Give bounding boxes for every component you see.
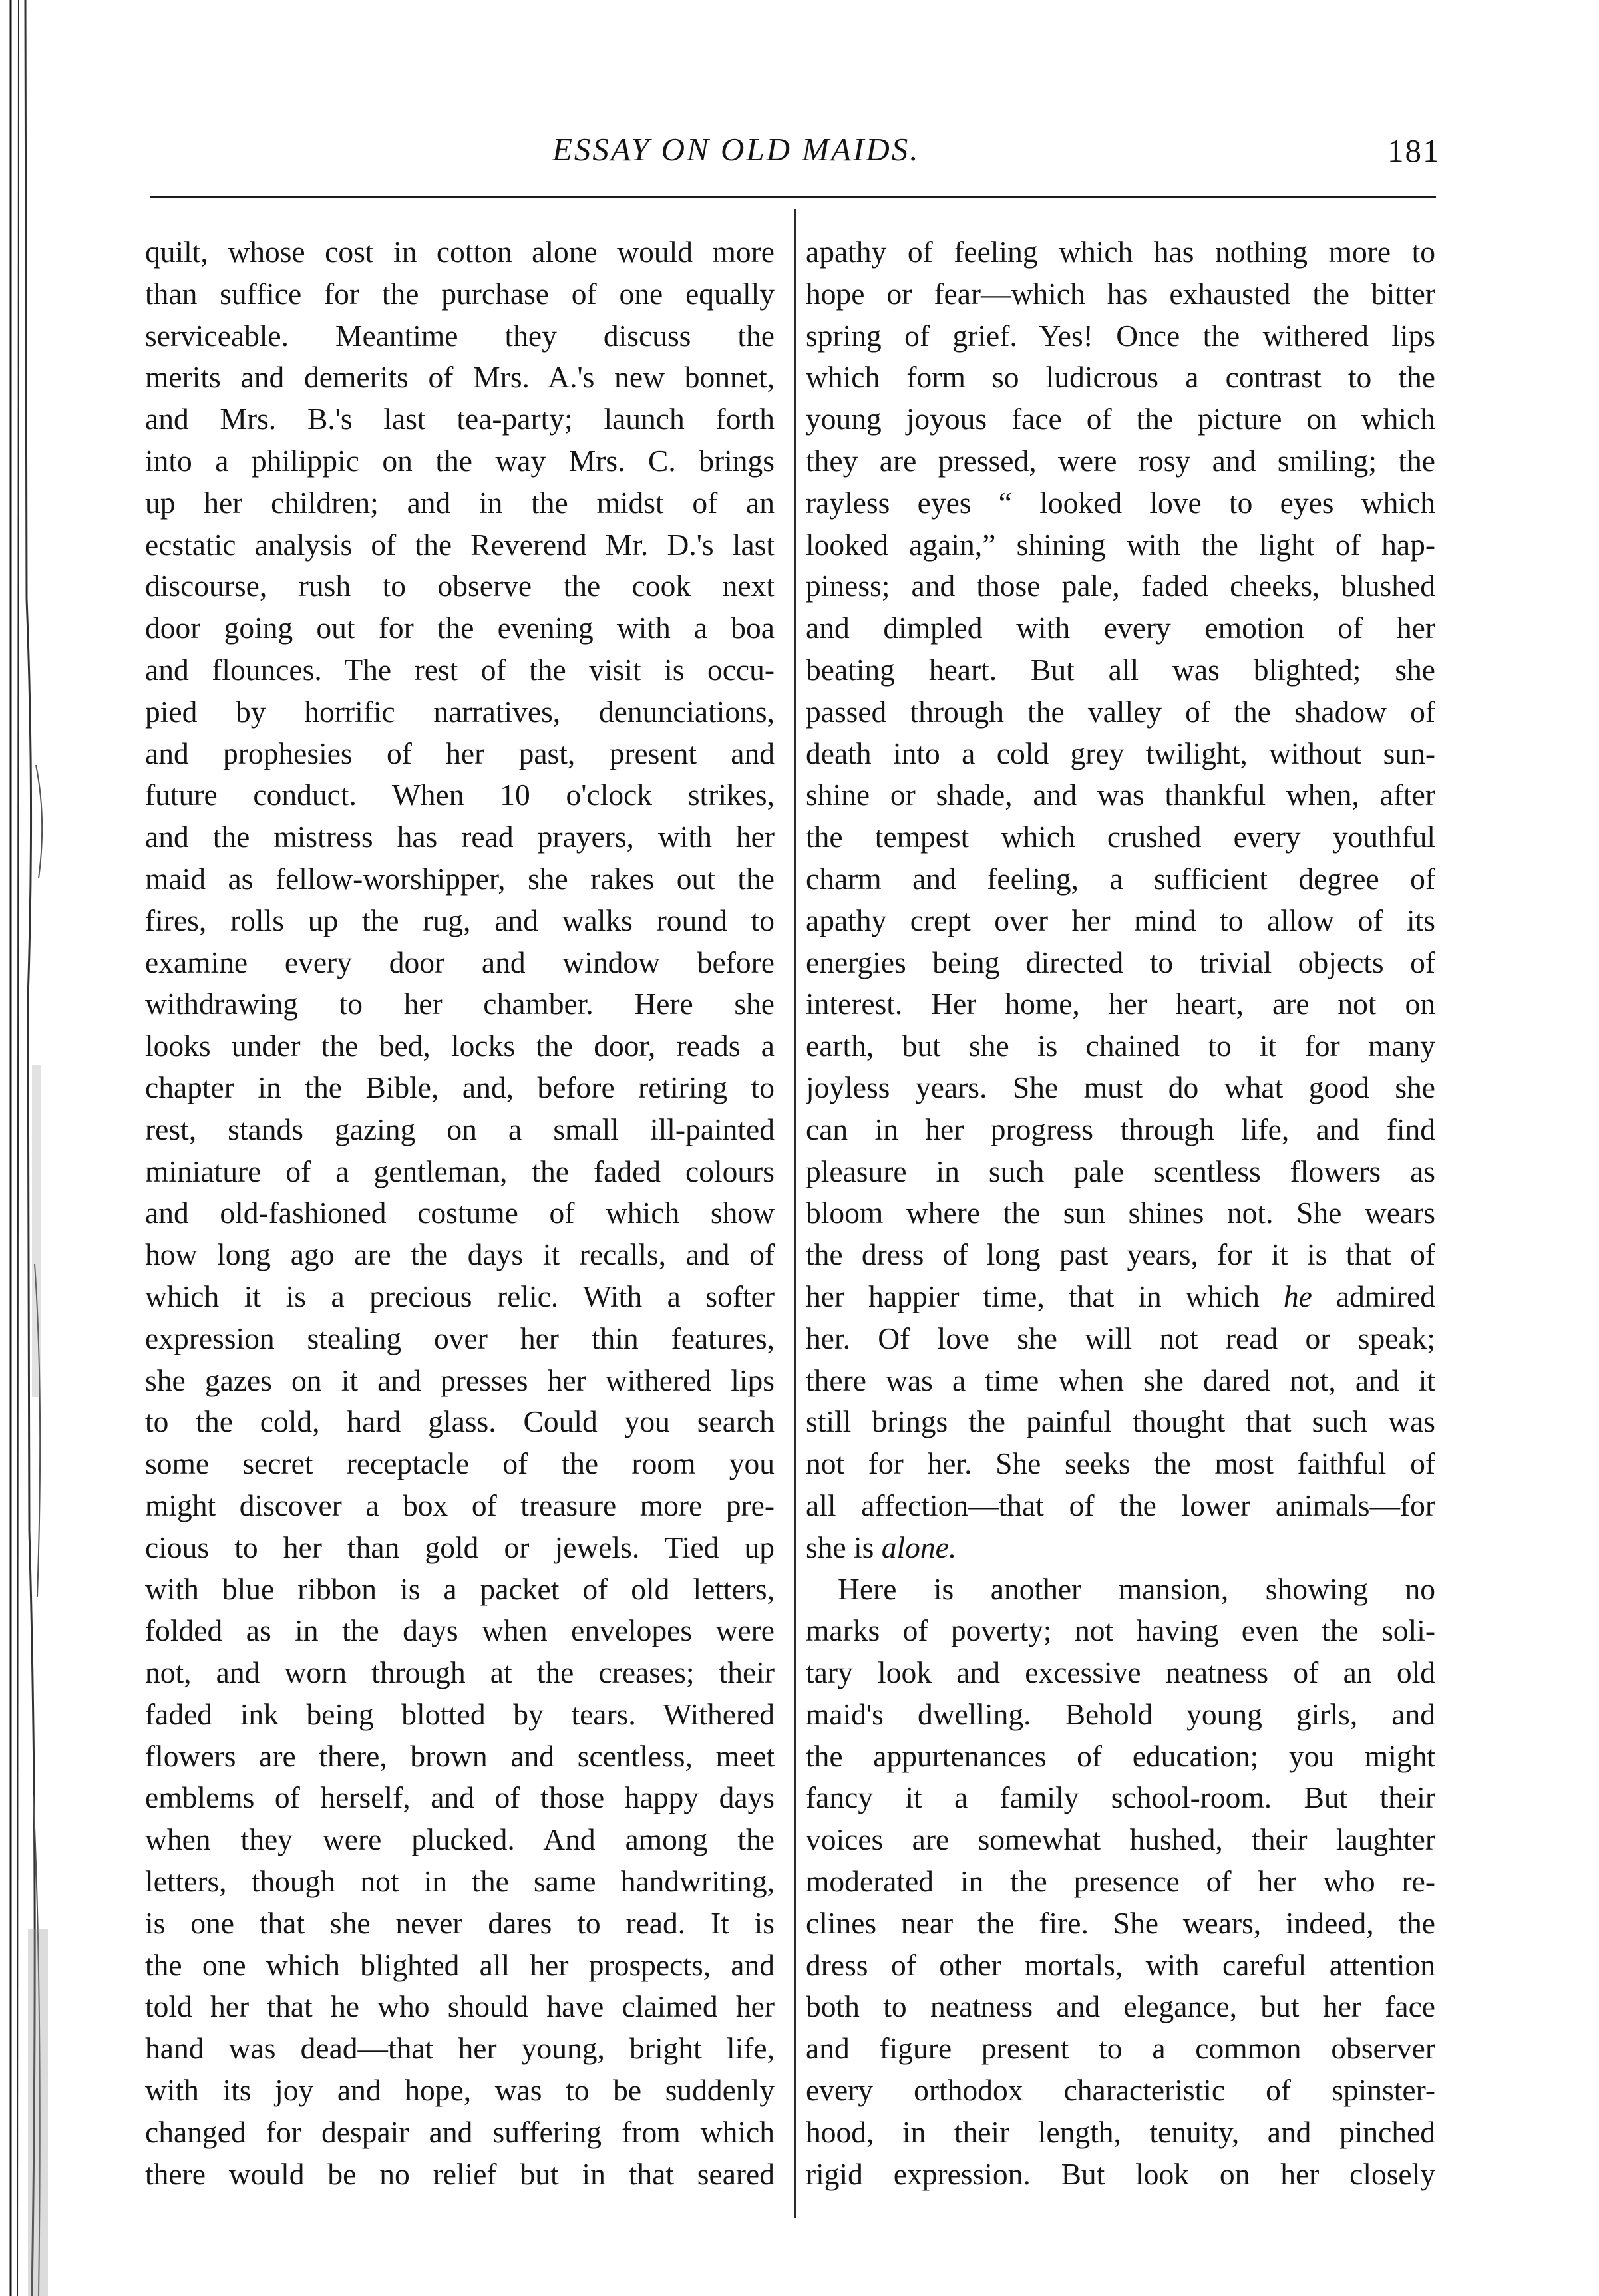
text-line [145, 900, 775, 942]
text-line [145, 1610, 775, 1652]
text-line-content: ecstatic analysis of the Reverend Mr. D.'s last [145, 527, 775, 562]
text-line [145, 649, 775, 691]
text-line-content: might discover a box of treasure more pre- [145, 1488, 775, 1522]
text-line [806, 357, 1435, 399]
text-line-content: spring of grief. Yes! Once the withered lips [806, 318, 1435, 353]
text-line-content: discourse, rush to observe the cook next [145, 569, 775, 603]
text-line-content: maid's dwelling. Behold young girls, and [806, 1697, 1435, 1731]
text-line [145, 315, 775, 357]
text-line-content: faded ink being blotted by tears. Withered [145, 1697, 775, 1731]
text-line [145, 1861, 775, 1903]
text-line-content: interest. Her home, her heart, are not on [806, 987, 1435, 1021]
text-line [145, 1025, 775, 1067]
text-line [145, 1276, 775, 1318]
text-line-content: still brings the painful thought that such was [806, 1404, 1435, 1439]
page-number: 181 [1387, 132, 1441, 169]
right-text-column [806, 232, 1435, 2221]
text-line-content: flowers are there, brown and scentless, meet [145, 1738, 775, 1773]
text-line-content: looked again,” shining with the light of hap- [806, 527, 1435, 562]
text-line [806, 1903, 1435, 1945]
text-line-content: death into a cold grey twilight, without sun- [806, 736, 1435, 770]
text-line-content: maid as fellow-worshipper, she rakes out the [145, 861, 775, 896]
italic-word: alone. [881, 1530, 957, 1564]
text-line-content: cious to her than gold or jewels. Tied up [145, 1530, 775, 1564]
text-line [145, 1652, 775, 1694]
header-rule [150, 196, 1436, 198]
text-line [806, 691, 1435, 733]
text-line [145, 232, 775, 273]
text-line [145, 1777, 775, 1819]
text-line [145, 2112, 775, 2154]
text-line [806, 1360, 1435, 1402]
italic-word: he [1283, 1279, 1312, 1313]
text-line-content: she is [806, 1530, 882, 1564]
text-line-content: withdrawing to her chamber. Here she [145, 987, 775, 1021]
text-line-content: hope or fear—which has exhausted the bitter [806, 276, 1435, 311]
text-line [806, 733, 1435, 775]
text-line [145, 357, 775, 399]
text-line [145, 1736, 775, 1778]
text-line-content: looks under the bed, locks the door, reads a [145, 1029, 775, 1063]
text-line-content: pleasure in such pale scentless flowers as [806, 1154, 1435, 1188]
text-line-content: folded as in the days when envelopes were [145, 1613, 775, 1648]
text-line [145, 2028, 775, 2070]
text-line [145, 607, 775, 649]
text-line [806, 607, 1435, 649]
text-line-content: and prophesies of her past, present and [145, 736, 775, 770]
text-line-content: voices are somewhat hushed, their laughter [806, 1822, 1435, 1857]
text-line [145, 691, 775, 733]
text-line-content: into a philippic on the way Mrs. C. brings [145, 443, 775, 478]
text-line-content: expression stealing over her thin features, [145, 1321, 775, 1355]
text-line-content: changed for despair and suffering from which [145, 2114, 775, 2149]
text-line [145, 524, 775, 566]
text-line-content: her happier time, that in which [806, 1279, 1260, 1313]
text-line [145, 440, 775, 482]
text-line-content: future conduct. When 10 o'clock strikes, [145, 778, 775, 812]
text-line [806, 774, 1435, 816]
text-line [145, 1151, 775, 1193]
text-line [806, 1736, 1435, 1778]
text-line-content: joyless years. She must do what good she [806, 1070, 1435, 1104]
text-line-content: emblems of herself, and of those happy days [145, 1780, 775, 1815]
text-line-content: apathy of feeling which has nothing more to [806, 235, 1435, 269]
text-line-content: and the mistress has read prayers, with her [145, 820, 775, 854]
text-line [806, 2028, 1435, 2070]
text-line-content: fires, rolls up the rug, and walks round to [145, 903, 775, 937]
text-line [806, 1443, 1435, 1485]
text-line-content: hood, in their length, tenuity, and pinched [806, 2114, 1435, 2149]
text-line-content: which form so ludicrous a contrast to the [806, 360, 1435, 395]
text-line [806, 983, 1435, 1025]
text-line-content: merits and demerits of Mrs. A.'s new bonnet, [145, 360, 775, 395]
text-line [806, 232, 1435, 273]
text-line [145, 1401, 775, 1443]
text-line-content: rigid expression. But look on her closely [806, 2156, 1435, 2191]
text-line-content: letters, though not in the same handwriting, [145, 1864, 775, 1899]
text-line [806, 1569, 1435, 1611]
text-line [806, 566, 1435, 607]
text-line [145, 2070, 775, 2112]
text-line [145, 774, 775, 816]
text-line [806, 1945, 1435, 1987]
text-line [806, 1861, 1435, 1903]
book-binding-edge [5, 0, 53, 2296]
text-line-content: how long ago are the days it recalls, and of [145, 1237, 775, 1272]
text-line [145, 1945, 775, 1987]
text-line [806, 858, 1435, 900]
text-line-content: bloom where the sun shines not. She wears [806, 1196, 1435, 1230]
text-line-content: the one which blighted all her prospects, and [145, 1947, 775, 1982]
text-line [806, 2154, 1435, 2196]
text-line-content: and figure present to a common observer [806, 2031, 1435, 2066]
text-line [145, 399, 775, 440]
text-line [806, 1819, 1435, 1861]
text-line-content: with blue ribbon is a packet of old letters, [145, 1571, 775, 1606]
text-line-content: earth, but she is chained to it for many [806, 1029, 1435, 1063]
text-line-content: quilt, whose cost in cotton alone would more [145, 235, 775, 269]
text-line [806, 2070, 1435, 2112]
text-line-content: passed through the valley of the shadow of [806, 694, 1435, 729]
text-line [145, 816, 775, 858]
text-line [806, 1527, 1435, 1569]
text-line-content: they are pressed, were rosy and smiling; the [806, 443, 1435, 478]
text-line [806, 1652, 1435, 1694]
text-line [145, 1192, 775, 1234]
text-line-content: apathy crept over her mind to allow of its [806, 903, 1435, 937]
text-line-content: young joyous face of the picture on which [806, 402, 1435, 436]
text-line [806, 1276, 1435, 1318]
text-line-content: the appurtenances of education; you might [806, 1738, 1435, 1773]
text-line [145, 858, 775, 900]
text-line-content: serviceable. Meantime they discuss the [145, 318, 775, 353]
text-line-content: tary look and excessive neatness of an old [806, 1655, 1435, 1690]
running-head [0, 130, 1599, 184]
text-line [806, 1318, 1435, 1360]
text-line-content: some secret receptacle of the room you [145, 1446, 775, 1481]
text-line-content: the tempest which crushed every youthful [806, 820, 1435, 854]
text-line-content: fancy it a family school-room. But their [806, 1780, 1435, 1815]
text-line [806, 1610, 1435, 1652]
text-line [806, 1151, 1435, 1193]
text-line [806, 816, 1435, 858]
text-line [145, 1318, 775, 1360]
text-line [145, 2154, 775, 2196]
text-line [806, 1192, 1435, 1234]
text-line-content: energies being directed to trivial objects of [806, 945, 1435, 979]
text-line [145, 1527, 775, 1569]
text-line [806, 2112, 1435, 2154]
text-line [806, 942, 1435, 984]
left-text-column [145, 232, 775, 2221]
text-line [806, 399, 1435, 440]
text-line-content: she gazes on it and presses her withered lips [145, 1363, 775, 1397]
text-line [145, 733, 775, 775]
text-line [806, 1777, 1435, 1819]
text-line-content: both to neatness and elegance, but her face [806, 1989, 1435, 2024]
text-line-content: examine every door and window before [145, 945, 775, 979]
text-line-content: not for her. She seeks the most faithful of [806, 1446, 1435, 1481]
text-line-content: Here is another mansion, showing no [838, 1571, 1435, 1606]
text-line-content: every orthodox characteristic of spinster- [806, 2073, 1435, 2108]
text-line [145, 1109, 775, 1151]
text-line-content: piness; and those pale, faded cheeks, blushed [806, 569, 1435, 603]
text-line [145, 1067, 775, 1109]
text-line-content: when they were plucked. And among the [145, 1822, 775, 1857]
text-line-content: moderated in the presence of her who re- [806, 1864, 1435, 1899]
text-line-content: door going out for the evening with a boa [145, 611, 775, 645]
text-line-content: all affection—that of the lower animals—for [806, 1488, 1435, 1522]
text-line [145, 1903, 775, 1945]
text-line-content: not, and worn through at the creases; their [145, 1655, 775, 1690]
text-line [806, 1109, 1435, 1151]
text-line [806, 1694, 1435, 1736]
text-line-content: and old-fashioned costume of which show [145, 1196, 775, 1230]
text-line-content: and flounces. The rest of the visit is occu- [145, 652, 775, 687]
text-line [145, 273, 775, 315]
text-line-content: told her that he who should have claimed her [145, 1989, 775, 2024]
text-line-content: can in her progress through life, and find [806, 1112, 1435, 1146]
text-line-content: charm and feeling, a sufficient degree of [806, 861, 1435, 896]
text-line-content: there was a time when she dared not, and it [806, 1363, 1435, 1397]
text-line-content: miniature of a gentleman, the faded colours [145, 1154, 775, 1188]
text-line [806, 1025, 1435, 1067]
text-line-content: her. Of love she will not read or speak; [806, 1321, 1435, 1355]
text-line [145, 1485, 775, 1527]
text-line-content: clines near the fire. She wears, indeed, the [806, 1905, 1435, 1940]
text-line-content: rest, stands gazing on a small ill-painted [145, 1112, 775, 1146]
text-line [145, 1986, 775, 2028]
text-line-content: is one that she never dares to read. It is [145, 1905, 775, 1940]
text-line-content: than suffice for the purchase of one equally [145, 276, 775, 311]
text-line-content: dress of other mortals, with careful attention [806, 1947, 1435, 1982]
text-line-content: with its joy and hope, was to be suddenly [145, 2073, 775, 2108]
text-line [145, 1819, 775, 1861]
text-line-content: beating heart. But all was blighted; she [806, 652, 1435, 687]
column-divider [794, 209, 796, 2218]
text-line-content: the dress of long past years, for it is that of [806, 1237, 1435, 1272]
text-line [806, 524, 1435, 566]
text-line-content: rayless eyes “ looked love to eyes which [806, 485, 1435, 520]
text-line [145, 566, 775, 607]
text-line [806, 1067, 1435, 1109]
text-line-continuation: admired [1312, 1279, 1435, 1313]
text-line [145, 482, 775, 524]
text-line-content: there would be no relief but in that seared [145, 2156, 775, 2191]
text-line [806, 1234, 1435, 1276]
text-line [145, 983, 775, 1025]
text-line [806, 649, 1435, 691]
text-line-content: and dimpled with every emotion of her [806, 611, 1435, 645]
text-line-content: and Mrs. B.'s last tea-party; launch forth [145, 402, 775, 436]
text-line [806, 1485, 1435, 1527]
text-line-content: which it is a precious relic. With a softer [145, 1279, 775, 1313]
text-line [145, 1569, 775, 1611]
text-line [806, 273, 1435, 315]
running-title: ESSAY ON OLD MAIDS. [552, 131, 920, 168]
text-line-content: shine or shade, and was thankful when, after [806, 778, 1435, 812]
text-line [806, 482, 1435, 524]
text-line [145, 1234, 775, 1276]
text-line [806, 1401, 1435, 1443]
text-line-content: chapter in the Bible, and, before retiring to [145, 1070, 775, 1104]
text-line [806, 315, 1435, 357]
text-line [806, 900, 1435, 942]
text-line-content: marks of poverty; not having even the soli- [806, 1613, 1435, 1648]
text-line-content: up her children; and in the midst of an [145, 485, 775, 520]
text-line [806, 440, 1435, 482]
text-line-content: to the cold, hard glass. Could you search [145, 1404, 775, 1439]
text-line [145, 942, 775, 984]
text-line [145, 1360, 775, 1402]
text-line [145, 1443, 775, 1485]
text-line-content: pied by horrific narratives, denunciations, [145, 694, 775, 729]
text-line [806, 1986, 1435, 2028]
text-line [145, 1694, 775, 1736]
text-line-content: hand was dead—that her young, bright life, [145, 2031, 775, 2066]
